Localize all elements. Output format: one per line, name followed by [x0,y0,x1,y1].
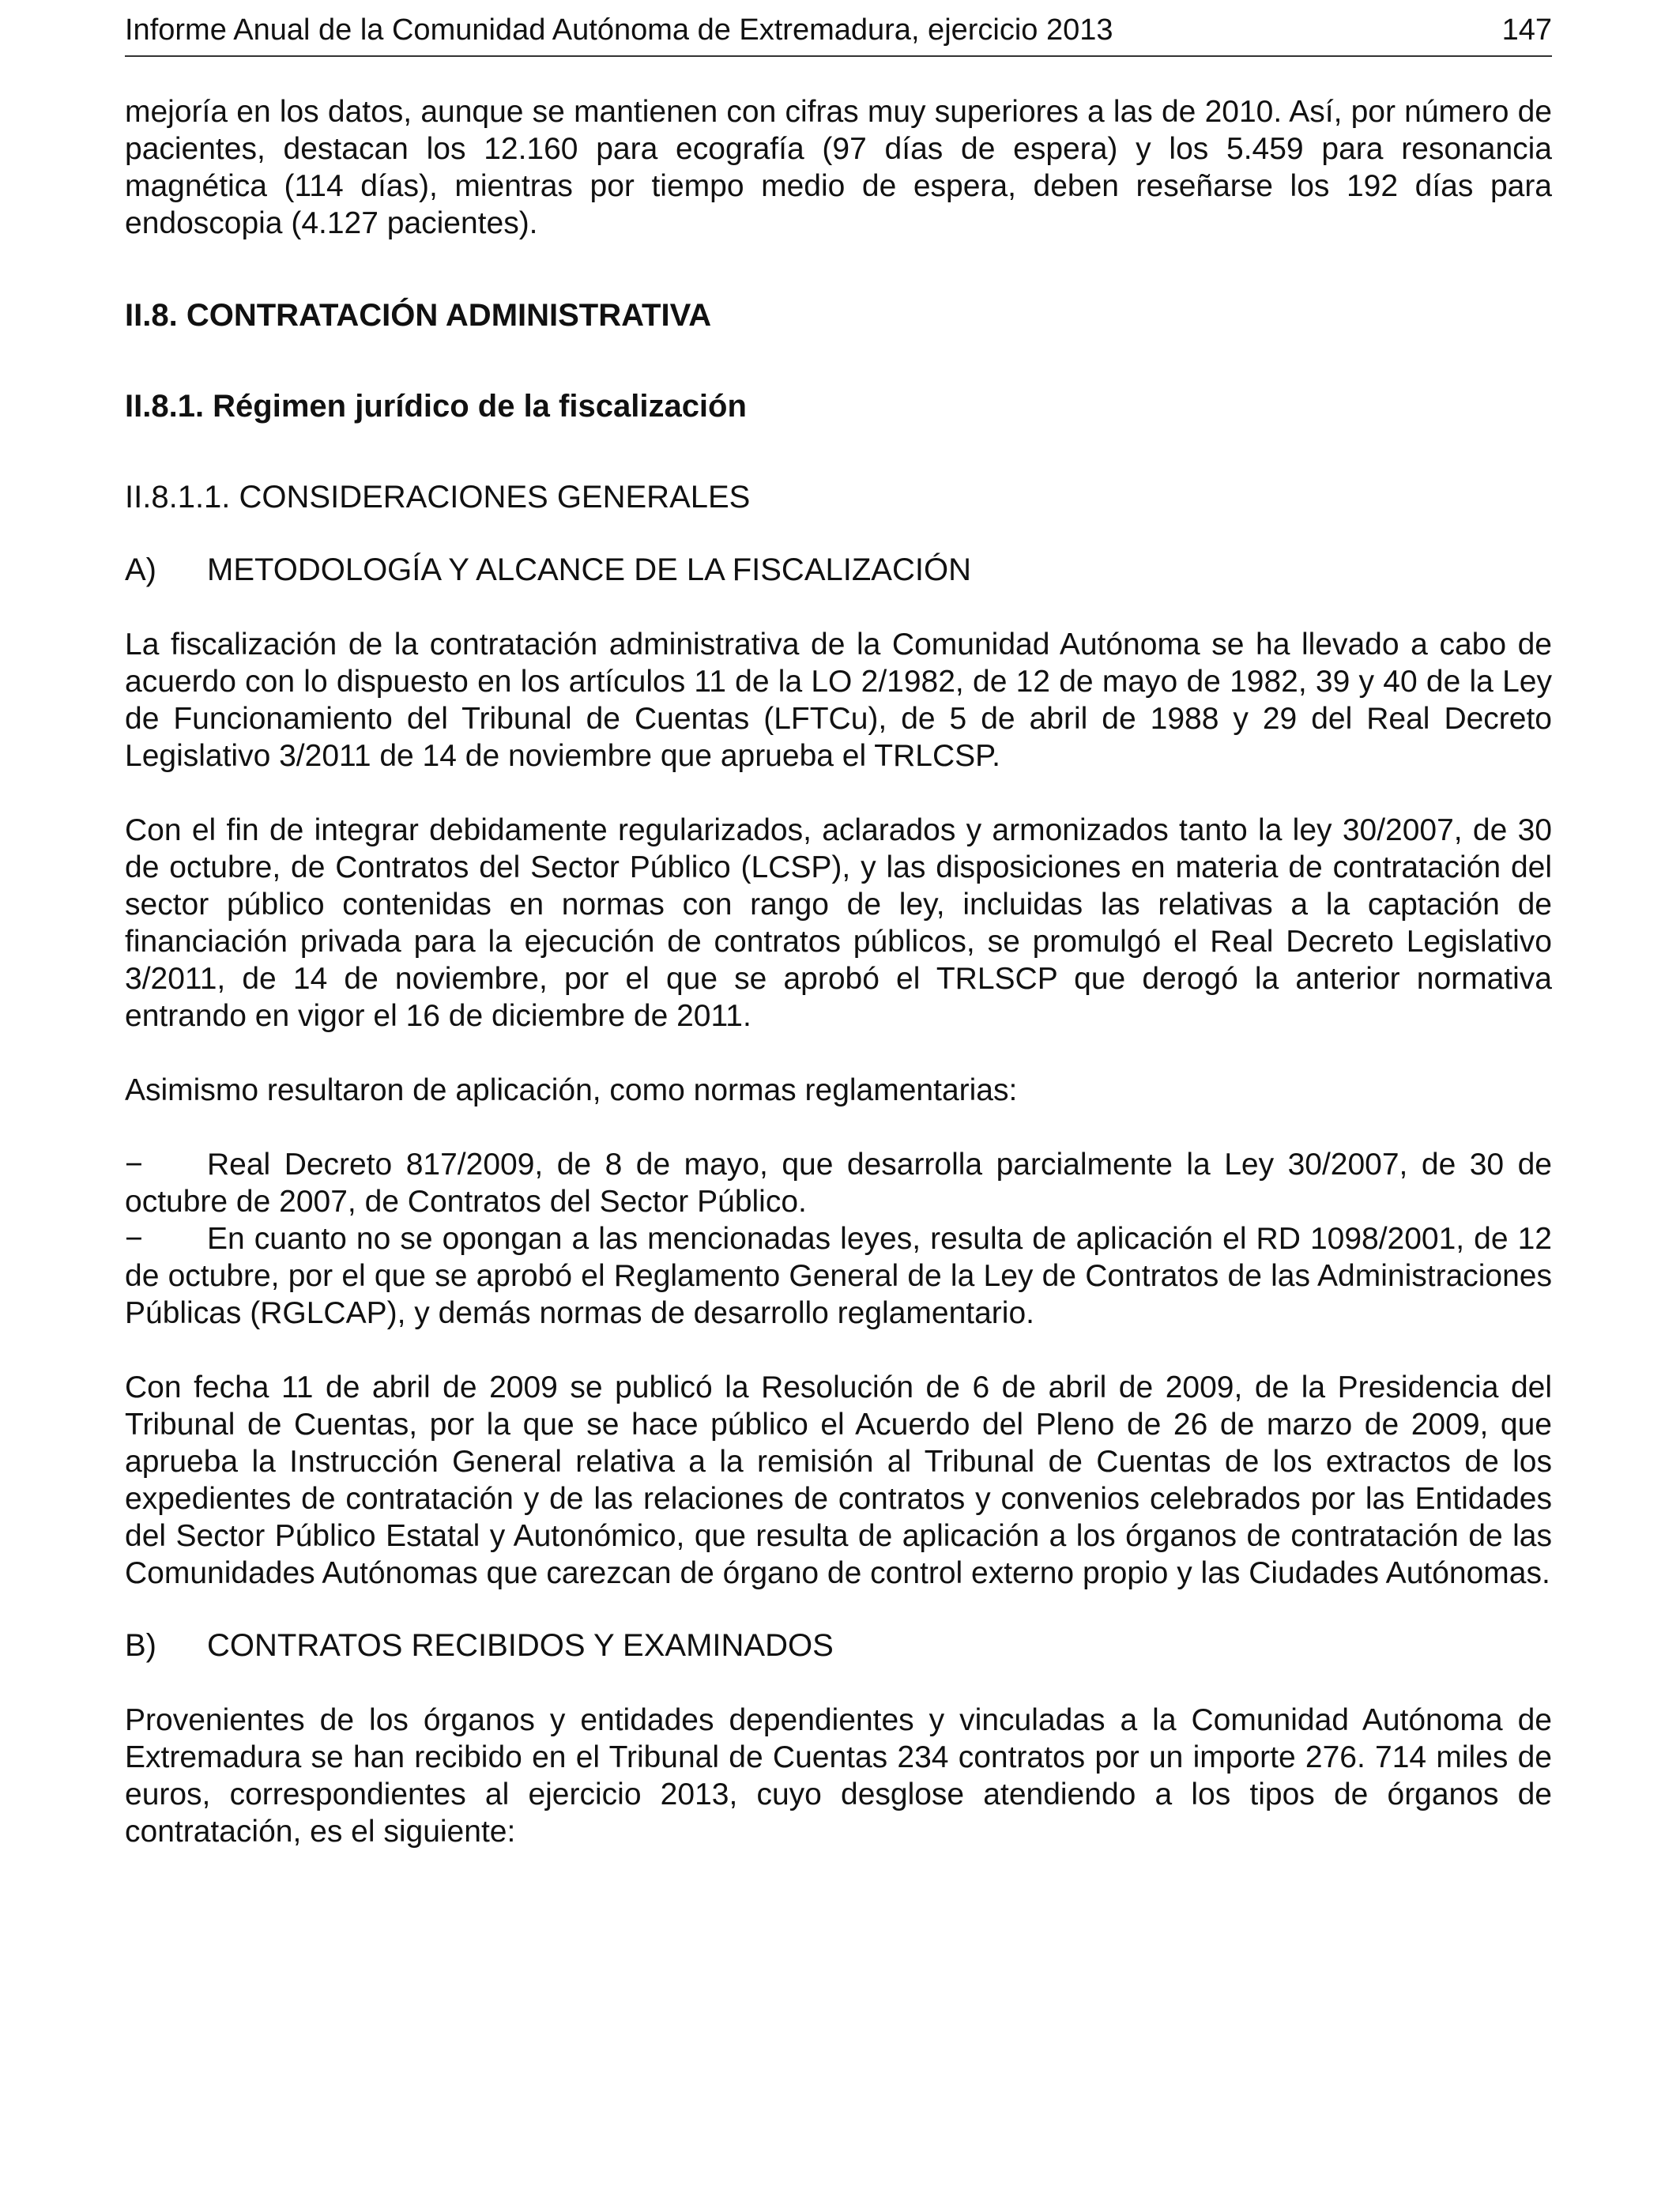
page-number: 147 [1501,13,1552,47]
intro-paragraph: mejoría en los datos, aunque se mantienen con cifras muy superiores a las de 2010. Así, por número de pacientes, destacan los 12.160 para ecografía (97 días de espera) y los 5.459 para resonancia magnética (114 días), mientras por tiempo medio de espera, deben reseñarse los 192 días para endoscopia (4.127 pacientes). [125,95,1552,240]
subsection-heading: II.8.1. Régimen jurídico de la fiscalización [125,389,747,424]
point-b-title: CONTRATOS RECIBIDOS Y EXAMINADOS [207,1628,834,1663]
point-b-heading [125,1627,1552,1664]
section-heading: II.8. CONTRATACIÓN ADMINISTRATIVA [125,298,712,333]
bullet-list [125,1146,1552,1332]
header-title: Informe Anual de la Comunidad Autónoma de Extremadura, ejercicio 2013 [125,13,1113,47]
document-page [125,0,1552,1850]
list-item [125,1146,1552,1220]
paragraph-3: Asimismo resultaron de aplicación, como normas reglamentarias: [125,1073,1018,1107]
list-item-text: En cuanto no se opongan a las mencionadas leyes, resulta de aplicación el RD 1098/2001, de 12 de octubre, por el que se aprobó el Reglamento General de la Ley de Contratos de las Administraciones Públicas (RGLCAP), y demás normas de desarrollo reglamentario. [125,1222,1552,1330]
point-b-letter: B) [125,1628,156,1663]
paragraph-1: La fiscalización de la contratación administrativa de la Comunidad Autónoma se ha llevado a cabo de acuerdo con lo dispuesto en los artículos 11 de la LO 2/1982, de 12 de mayo de 1982, 39 y 40 de la Ley de Funcionamiento del Tribunal de Cuentas (LFTCu), de 5 de abril de 1988 y 29 del Real Decreto Legislativo 3/2011 de 14 de noviembre que aprueba el TRLCSP. [125,628,1552,773]
point-a-letter: A) [125,552,156,587]
point-a-heading [125,552,1552,589]
list-item [125,1220,1552,1332]
paragraph-4: Con fecha 11 de abril de 2009 se publicó la Resolución de 6 de abril de 2009, de la Presidencia del Tribunal de Cuentas, por la que se hace público el Acuerdo del Pleno de 26 de marzo de 2009, que aprueba la Instrucción General relativa a la remisión al Tribunal de Cuentas de los extractos de los expedientes de contratación y de las relaciones de contratos y convenios celebrados por las Entidades del Sector Público Estatal y Autonómico, que resulta de aplicación a los órganos de contratación de las Comunidades Autónomas que carezcan de órgano de control externo propio y las Ciudades Autónomas. [125,1370,1552,1590]
dash-bullet: − [125,1148,143,1182]
paragraph-2: Con el fin de integrar debidamente regularizados, aclarados y armonizados tanto la ley 30/2007, de 30 de octubre, de Contratos del Sector Público (LCSP), y las disposiciones en materia de contratación del sector público contenidas en normas con rango de ley, incluidas las relativas a la captación de financiación privada para la ejecución de contratos públicos, se promulgó el Real Decreto Legislativo 3/2011, de 14 de noviembre, por el que se aprobó el TRLSCP que derogó la anterior normativa entrando en vigor el 16 de diciembre de 2011. [125,813,1552,1033]
point-a-title: METODOLOGÍA Y ALCANCE DE LA FISCALIZACIÓN [207,552,971,587]
page-header [125,9,1552,57]
paragraph-5: Provenientes de los órganos y entidades dependientes y vinculadas a la Comunidad Autónoma de Extremadura se han recibido en el Tribunal de Cuentas 234 contratos por un importe 276. 714 miles de euros, correspondientes al ejercicio 2013, cuyo desglose atendiendo a los tipos de órganos de contratación, es el siguiente: [125,1703,1552,1849]
dash-bullet: − [125,1222,143,1256]
subsubsection-heading: II.8.1.1. CONSIDERACIONES GENERALES [125,480,751,515]
list-item-text: Real Decreto 817/2009, de 8 de mayo, que desarrolla parcialmente la Ley 30/2007, de 30 de octubre de 2007, de Contratos del Sector Público. [125,1148,1552,1219]
